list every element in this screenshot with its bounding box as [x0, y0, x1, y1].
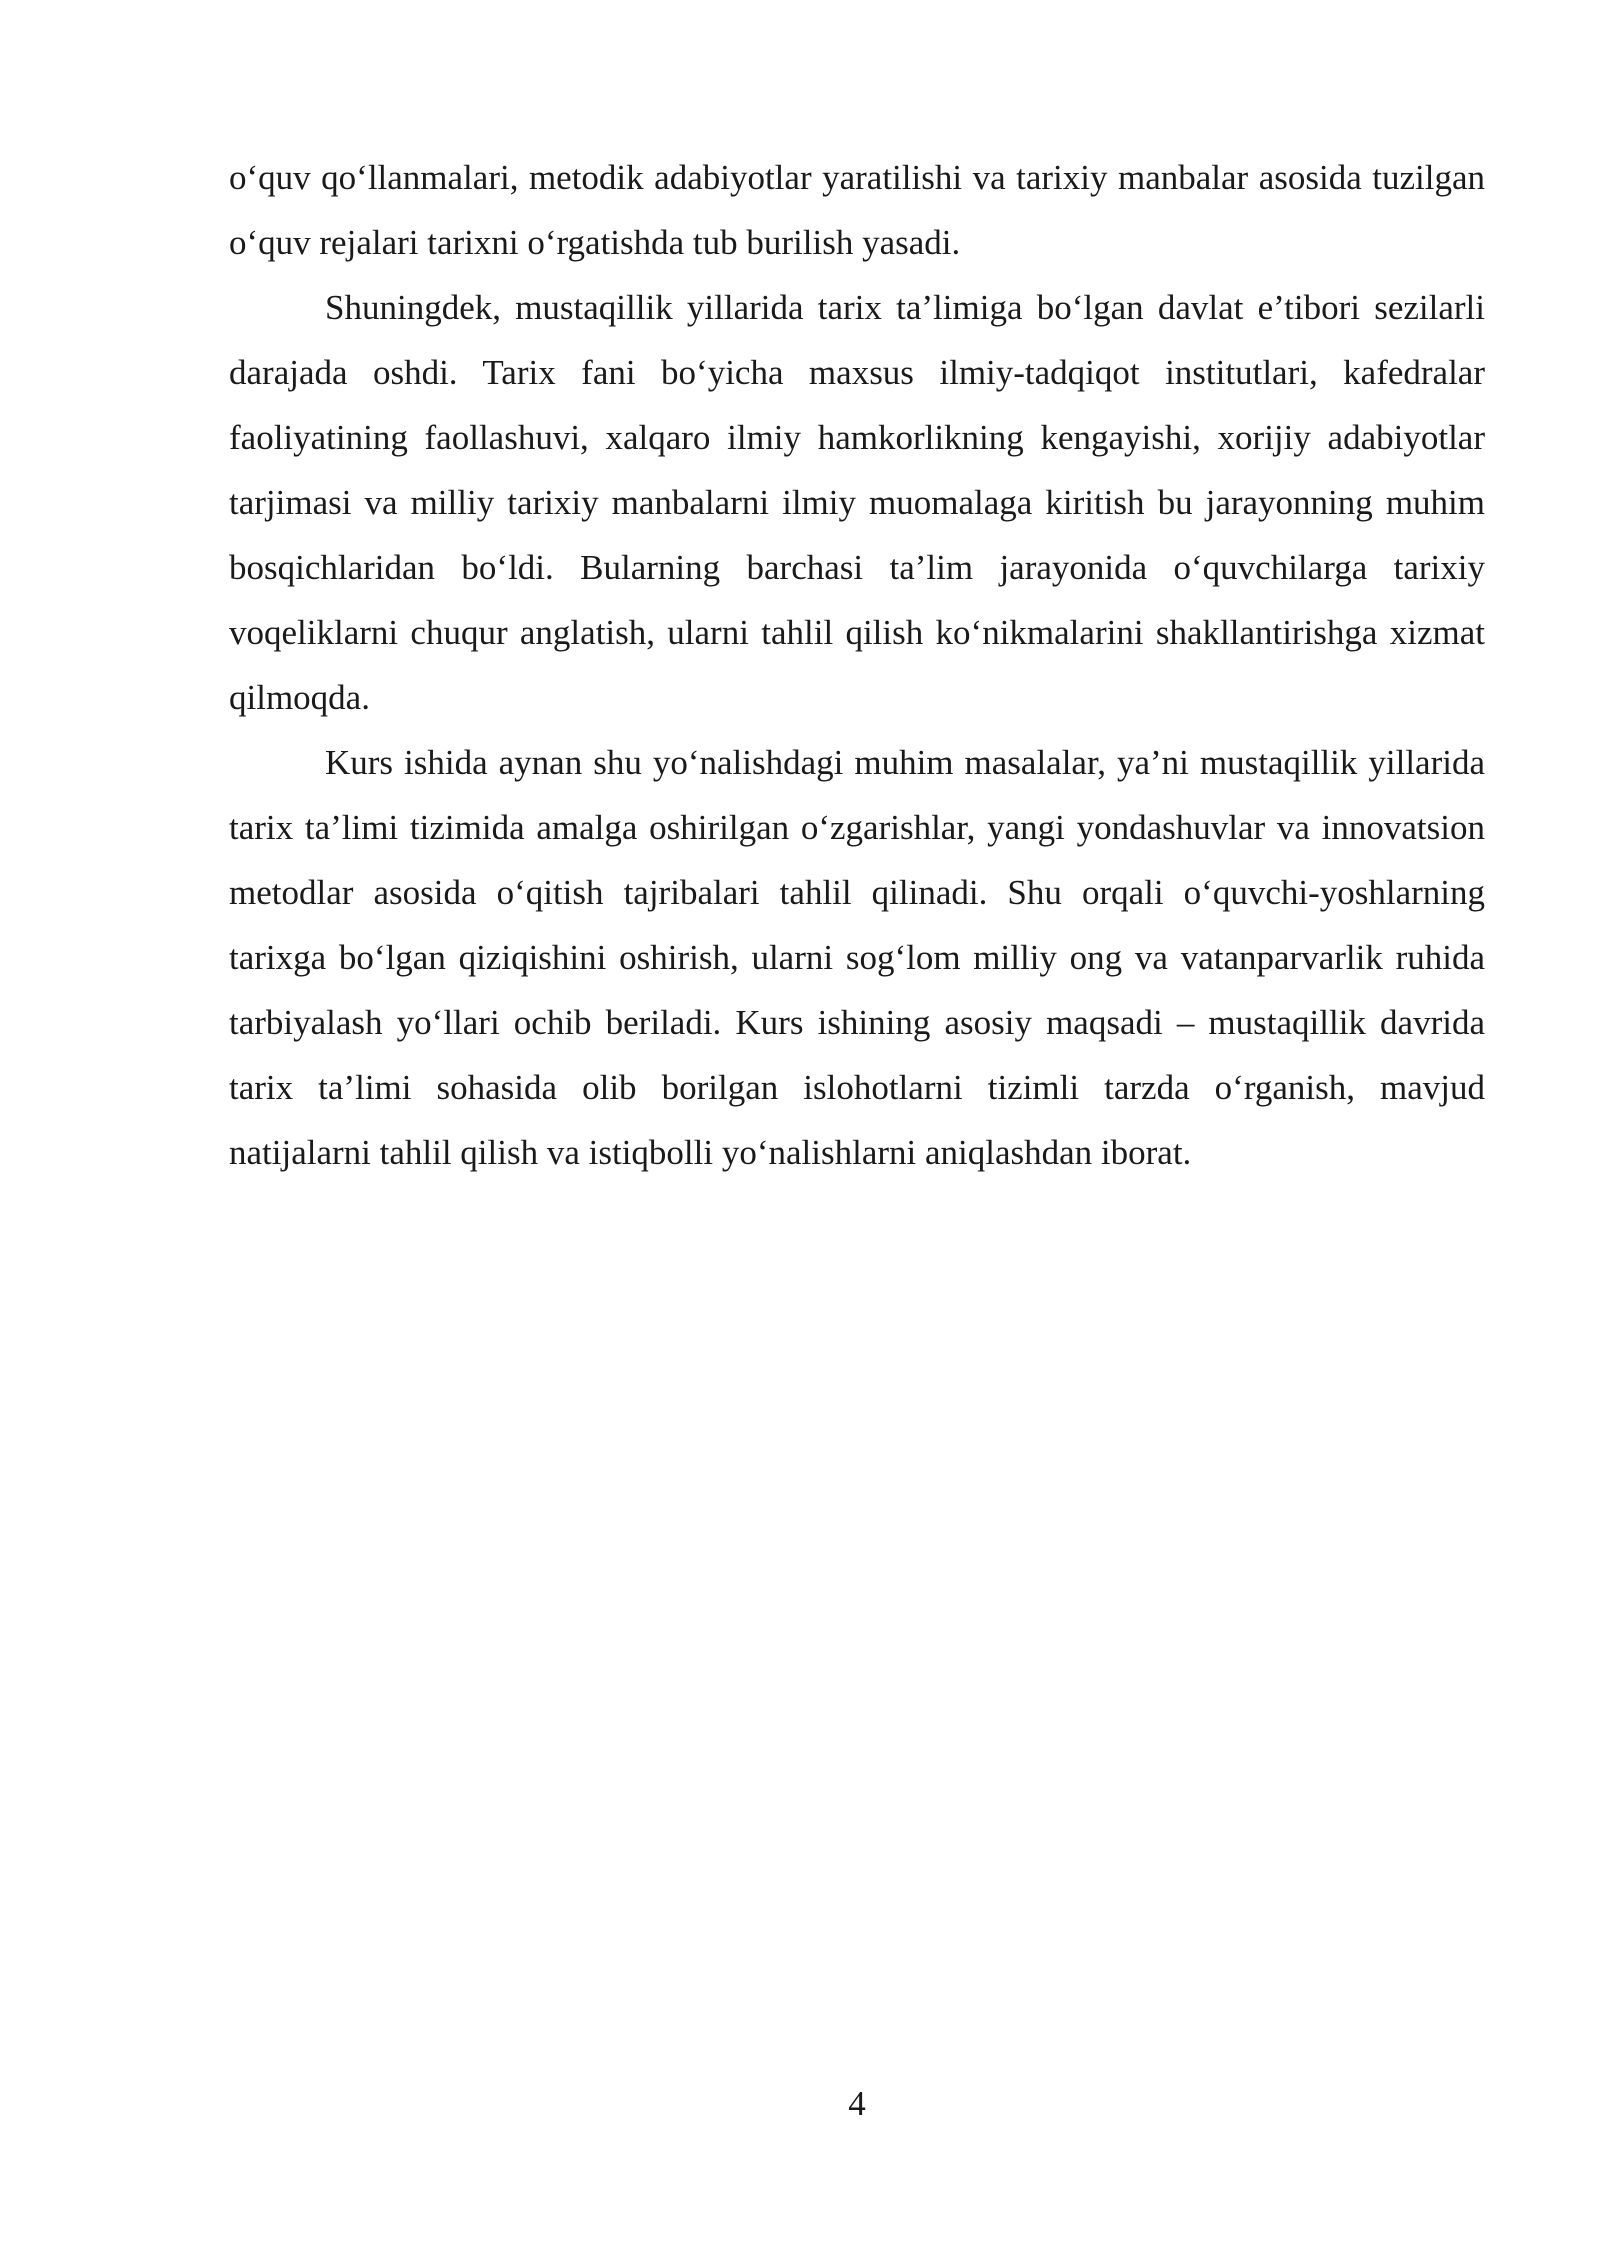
paragraph-continuation: o‘quv qo‘llanmalari, metodik adabiyotlar yaratilishi va tarixiy manbalar asosida tuzilgan o‘quv rejalari tarixni o‘rgatishda tub burilish yasadi.	[229, 158, 1485, 262]
paragraph-course-goal: Kurs ishida aynan shu yo‘nalishdagi muhim masalalar, ya’ni mustaqillik yillarida tarix ta’limi tizimida amalga oshirilgan o‘zgarishlar, yangi yondashuvlar va innovatsion metodlar asosida o‘qitish tajribalari tahlil qilinadi. Shu orqali o‘quvchi-yoshlarning tarixga bo‘lgan qiziqishini oshirish, ularni sog‘lom milliy ong va vatanparvarlik ruhida tarbiyalash yo‘llari ochib beriladi. Kurs ishining asosiy maqsadi – mustaqillik davrida tarix ta’limi sohasida olib borilgan islohotlarni tizimli tarzda o‘rganish, mavjud natijalarni tahlil qilish va istiqbolli yo‘nalishlarni aniqlashdan iborat.	[229, 743, 1485, 1172]
page-number: 4	[848, 2084, 866, 2123]
body-text	[229, 145, 1485, 1185]
paragraph-state-attention: Shuningdek, mustaqillik yillarida tarix ta’limiga bo‘lgan davlat e’tibori sezilarli darajada oshdi. Tarix fani bo‘yicha maxsus ilmiy-tadqiqot institutlari, kafedralar faoliyatining faollashuvi, xalqaro ilmiy hamkorlikning kengayishi, xorijiy adabiyotlar tarjimasi va milliy tarixiy manbalarni ilmiy muomalaga kiritish bu jarayonning muhim bosqichlaridan bo‘ldi. Bularning barchasi ta’lim jarayonida o‘quvchilarga tarixiy voqeliklarni chuqur anglatish, ularni tahlil qilish ko‘nikmalarini shakllantirishga xizmat qilmoqda.	[229, 288, 1485, 717]
